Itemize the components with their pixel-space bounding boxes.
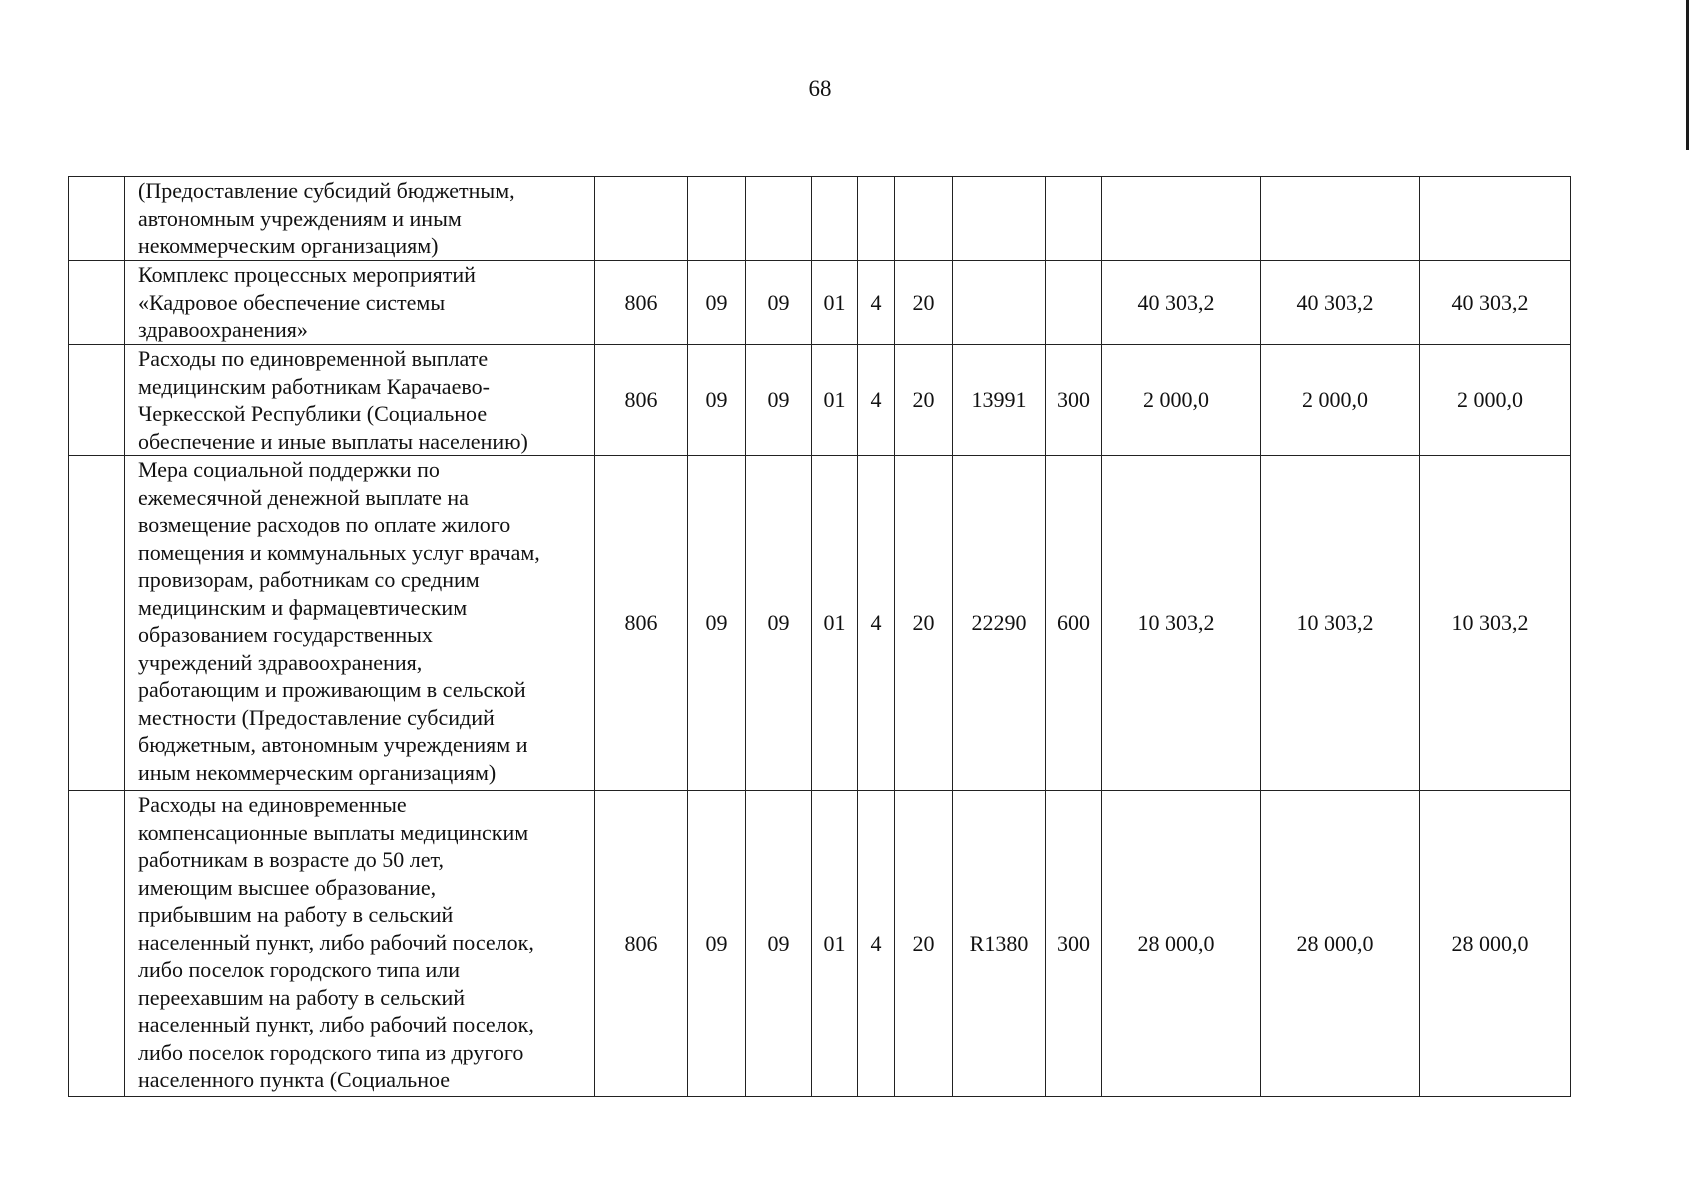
page-number: 68	[808, 76, 832, 101]
description-cell: Расходы по единовременной выплате медицинским работникам Карачаево- Черкесской Республики (Социальное обеспечение и иные выплаты населению)	[125, 345, 595, 456]
direction-code-cell: 22290	[953, 456, 1046, 791]
expense-type-cell: 300	[1046, 791, 1102, 1097]
section-code-cell	[688, 177, 746, 261]
row-index-cell	[69, 345, 125, 456]
amount-year2-cell	[1261, 177, 1420, 261]
amount-year1-cell: 28 000,0	[1102, 791, 1261, 1097]
amount-year1-cell: 2 000,0	[1102, 345, 1261, 456]
amount-year2-cell: 28 000,0	[1261, 791, 1420, 1097]
subprogram-code-cell: 4	[858, 261, 895, 345]
expense-type-cell: 300	[1046, 345, 1102, 456]
subsection-code-cell: 09	[746, 791, 812, 1097]
table-row	[69, 177, 1571, 261]
section-code-cell: 09	[688, 791, 746, 1097]
direction-code-cell: 13991	[953, 345, 1046, 456]
group-code-cell	[895, 177, 953, 261]
scan-edge-mark	[1686, 0, 1689, 150]
direction-code-cell	[953, 177, 1046, 261]
amount-year3-cell: 40 303,2	[1420, 261, 1571, 345]
subsection-code-cell: 09	[746, 345, 812, 456]
program-code-cell: 01	[812, 791, 858, 1097]
section-code-cell: 09	[688, 345, 746, 456]
group-code-cell: 20	[895, 261, 953, 345]
amount-year3-cell: 10 303,2	[1420, 456, 1571, 791]
program-code-cell: 01	[812, 261, 858, 345]
direction-code-cell	[953, 261, 1046, 345]
amount-year3-cell: 2 000,0	[1420, 345, 1571, 456]
row-index-cell	[69, 456, 125, 791]
amount-year1-cell	[1102, 177, 1261, 261]
row-index-cell	[69, 791, 125, 1097]
table-row	[69, 345, 1571, 456]
program-code-cell: 01	[812, 456, 858, 791]
section-code-cell: 09	[688, 261, 746, 345]
amount-year2-cell: 10 303,2	[1261, 456, 1420, 791]
expense-type-cell: 600	[1046, 456, 1102, 791]
subsection-code-cell: 09	[746, 456, 812, 791]
program-code-cell	[812, 177, 858, 261]
expense-type-cell	[1046, 177, 1102, 261]
amount-year1-cell: 10 303,2	[1102, 456, 1261, 791]
subprogram-code-cell: 4	[858, 791, 895, 1097]
group-code-cell: 20	[895, 345, 953, 456]
budget-table	[68, 176, 1571, 1097]
amount-year2-cell: 40 303,2	[1261, 261, 1420, 345]
amount-year2-cell: 2 000,0	[1261, 345, 1420, 456]
subsection-code-cell: 09	[746, 261, 812, 345]
description-cell: Расходы на единовременные компенсационные выплаты медицинским работникам в возрасте до 50 лет, имеющим высшее образование, прибывшим на работу в сельский населенный пункт, либо рабочий поселок, либо поселок городского типа или переехавшим на работу в сельский населенный пункт, либо рабочий поселок, либо поселок городского типа из другого населенного пункта (Социальное	[125, 791, 595, 1097]
group-code-cell: 20	[895, 456, 953, 791]
subprogram-code-cell	[858, 177, 895, 261]
description-cell: (Предоставление субсидий бюджетным, автономным учреждениям и иным некоммерческим организациям)	[125, 177, 595, 261]
amount-year1-cell: 40 303,2	[1102, 261, 1261, 345]
subsection-code-cell	[746, 177, 812, 261]
group-code-cell: 20	[895, 791, 953, 1097]
expense-type-cell	[1046, 261, 1102, 345]
amount-year3-cell: 28 000,0	[1420, 791, 1571, 1097]
description-cell: Комплекс процессных мероприятий «Кадровое обеспечение системы здравоохранения»	[125, 261, 595, 345]
table-row	[69, 791, 1571, 1097]
row-index-cell	[69, 261, 125, 345]
section-code-cell: 09	[688, 456, 746, 791]
subprogram-code-cell: 4	[858, 456, 895, 791]
table-row	[69, 261, 1571, 345]
row-index-cell	[69, 177, 125, 261]
ministry-code-cell: 806	[595, 261, 688, 345]
amount-year3-cell	[1420, 177, 1571, 261]
ministry-code-cell	[595, 177, 688, 261]
description-cell: Мера социальной поддержки по ежемесячной денежной выплате на возмещение расходов по оплате жилого помещения и коммунальных услуг врачам, провизорам, работникам со средним медицинским и фармацевтическим образованием государственных учреждений здравоохранения, работающим и проживающим в сельской местности (Предоставление субсидий бюджетным, автономным учреждениям и иным некоммерческим организациям)	[125, 456, 595, 791]
ministry-code-cell: 806	[595, 345, 688, 456]
ministry-code-cell: 806	[595, 456, 688, 791]
table-row	[69, 456, 1571, 791]
ministry-code-cell: 806	[595, 791, 688, 1097]
program-code-cell: 01	[812, 345, 858, 456]
subprogram-code-cell: 4	[858, 345, 895, 456]
direction-code-cell: R1380	[953, 791, 1046, 1097]
